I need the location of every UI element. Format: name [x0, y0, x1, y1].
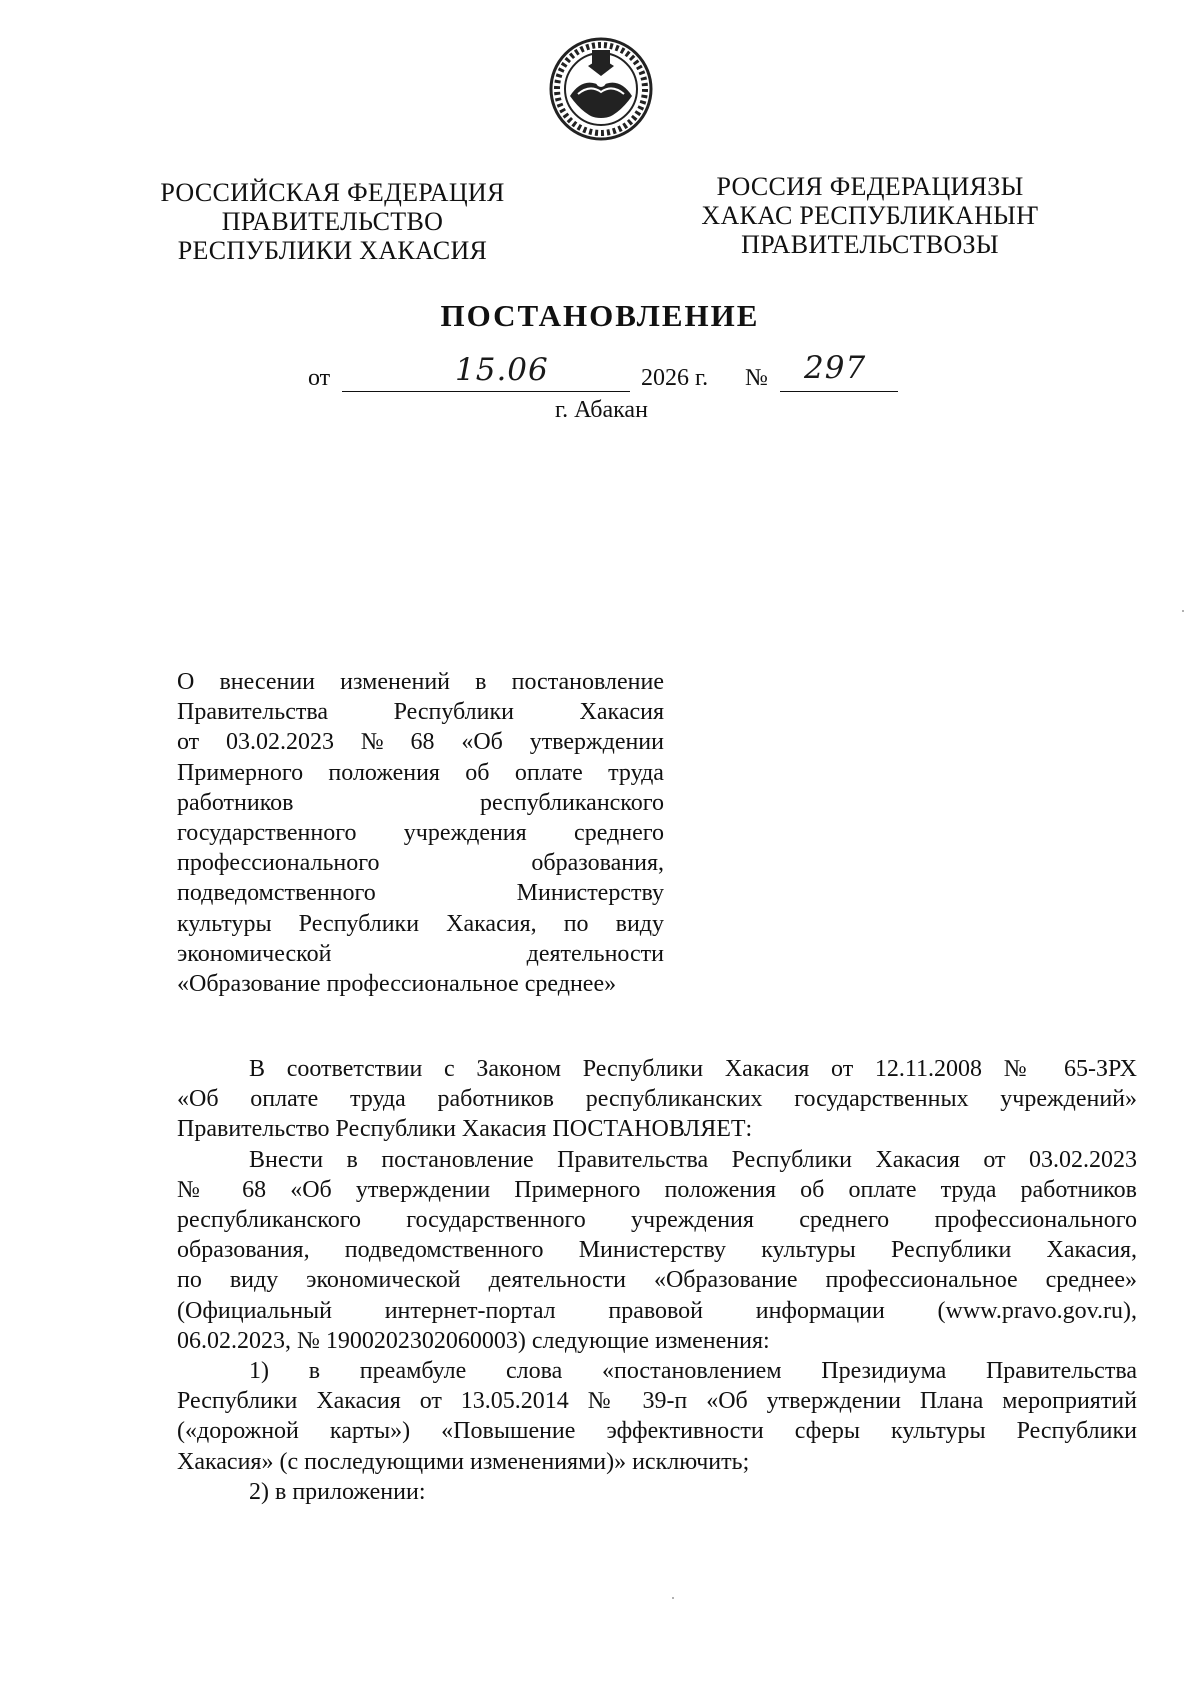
subject-line — [177, 818, 664, 848]
subject-word: учреждения — [403, 820, 527, 847]
header-right — [700, 172, 1040, 259]
subject-word: работников — [177, 789, 294, 816]
date-year: 2026 г. — [641, 365, 709, 391]
subject-word: изменений — [340, 669, 451, 695]
subject-word: среднего — [574, 820, 664, 847]
number-underline — [780, 391, 898, 392]
subject-word: О — [177, 669, 195, 695]
body-line: Хакасия» (с последующими изменениями)» исключить; — [177, 1448, 750, 1475]
subject-line — [177, 939, 664, 969]
body-line: 1) в преамбуле слова «постановлением Президиума Правительства — [249, 1358, 1137, 1385]
subject-line — [177, 758, 664, 788]
body-line: 2) в приложении: — [249, 1478, 426, 1505]
subject-word: от — [177, 729, 200, 756]
subject-word: № — [360, 729, 384, 756]
subject-word: профессионального — [177, 850, 380, 877]
city-label: г. Абакан — [555, 397, 648, 423]
body-line: (Официальный интернет-портал правовой информации (www.pravo.gov.ru), — [177, 1297, 1137, 1324]
body-line: («дорожной карты») «Повышение эффективности сферы культуры Республики — [177, 1418, 1137, 1445]
date-handwritten: 15.06 — [455, 352, 549, 388]
header-left-line-1: РОССИЙСКАЯ ФЕДЕРАЦИЯ — [160, 178, 505, 207]
scan-speck — [1182, 610, 1184, 612]
document-body — [177, 1054, 1137, 1507]
subject-word: внесении — [219, 669, 316, 695]
subject-word: Правительства — [177, 699, 329, 726]
body-line: Внести в постановление Правительства Республики Хакасия от 03.02.2023 — [249, 1146, 1137, 1173]
subject-word: Хакасия, — [446, 910, 537, 937]
number-handwritten: 297 — [804, 350, 867, 386]
subject-word: экономической — [177, 940, 332, 967]
subject-line — [177, 848, 664, 878]
subject-word: деятельности — [526, 940, 664, 967]
paragraph-4 — [177, 1477, 1137, 1507]
subject-line — [177, 909, 664, 939]
subject-word: оплате — [514, 759, 583, 786]
subject-word: Республики — [298, 910, 420, 937]
subject-word: утверждении — [529, 729, 664, 756]
subject-word: Министерству — [516, 880, 664, 907]
subject-word: Примерного — [177, 759, 304, 786]
subject-line — [177, 878, 664, 908]
subject-word: виду — [615, 910, 664, 937]
subject-line — [177, 727, 664, 757]
subject-word: в — [475, 669, 487, 695]
paragraph-2 — [177, 1145, 1137, 1356]
body-line: по виду экономической деятельности «Образование профессиональное среднее» — [177, 1267, 1137, 1294]
document-title: ПОСТАНОВЛЕНИЕ — [440, 298, 760, 333]
body-line: В соответствии с Законом Республики Хакасия от 12.11.2008 № 65-ЗРХ — [249, 1056, 1137, 1082]
date-from-label: от — [308, 365, 331, 391]
paragraph-3 — [177, 1356, 1137, 1477]
subject-word: по — [563, 910, 589, 937]
subject-word: 03.02.2023 — [225, 729, 334, 756]
subject-word: Хакасия — [579, 699, 664, 726]
coat-of-arms-emblem — [548, 36, 654, 142]
paragraph-1 — [177, 1054, 1137, 1145]
subject-word: Республики — [393, 699, 514, 726]
header-left — [160, 178, 505, 265]
header-right-line-3: ПРАВИТЕЛЬСТВОЗЫ — [741, 230, 999, 259]
subject-word: 68 — [410, 729, 435, 756]
subject-word: республиканского — [480, 789, 664, 816]
date-underline — [342, 391, 630, 392]
body-line: образования, подведомственного Министерству культуры Республики Хакасия, — [177, 1237, 1137, 1264]
subject-line — [177, 697, 664, 727]
subject-word: труда — [608, 759, 664, 786]
subject-line — [177, 667, 664, 697]
subject-word: положения — [328, 759, 440, 786]
subject-word: «Образование профессиональное среднее» — [177, 971, 617, 998]
subject-word: постановление — [511, 669, 664, 695]
header-left-line-2: ПРАВИТЕЛЬСТВО — [221, 207, 444, 236]
subject-line — [177, 969, 664, 999]
header-right-line-2: ХАКАС РЕСПУБЛИКАНЫҤ — [701, 201, 1039, 230]
subject-word: об — [465, 759, 490, 786]
body-line: № 68 «Об утверждении Примерного положения об оплате труда работников — [177, 1176, 1137, 1203]
subject-word: «Об — [461, 729, 503, 756]
subject-line — [177, 788, 664, 818]
scan-speck — [672, 1597, 674, 1599]
subject-word: образования, — [531, 850, 664, 877]
body-line: «Об оплате труда работников республиканских государственных учреждений» — [177, 1086, 1137, 1113]
body-line: Республики Хакасия от 13.05.2014 № 39-п «Об утверждении Плана мероприятий — [177, 1388, 1137, 1415]
header-right-line-1: РОССИЯ ФЕДЕРАЦИЯЗЫ — [716, 172, 1024, 201]
body-line: республиканского государственного учреждения среднего профессионального — [177, 1207, 1137, 1234]
header-left-line-3: РЕСПУБЛИКИ ХАКАСИЯ — [177, 236, 488, 265]
subject-word: культуры — [177, 910, 272, 937]
subject-word: подведомственного — [177, 880, 376, 907]
number-label: № — [745, 365, 768, 391]
subject-word: государственного — [177, 820, 357, 847]
body-line: Правительство Республики Хакасия ПОСТАНОВЛЯЕТ: — [177, 1116, 753, 1143]
body-line: 06.02.2023, № 1900202302060003) следующие изменения: — [177, 1327, 770, 1354]
subject-block — [177, 667, 664, 999]
